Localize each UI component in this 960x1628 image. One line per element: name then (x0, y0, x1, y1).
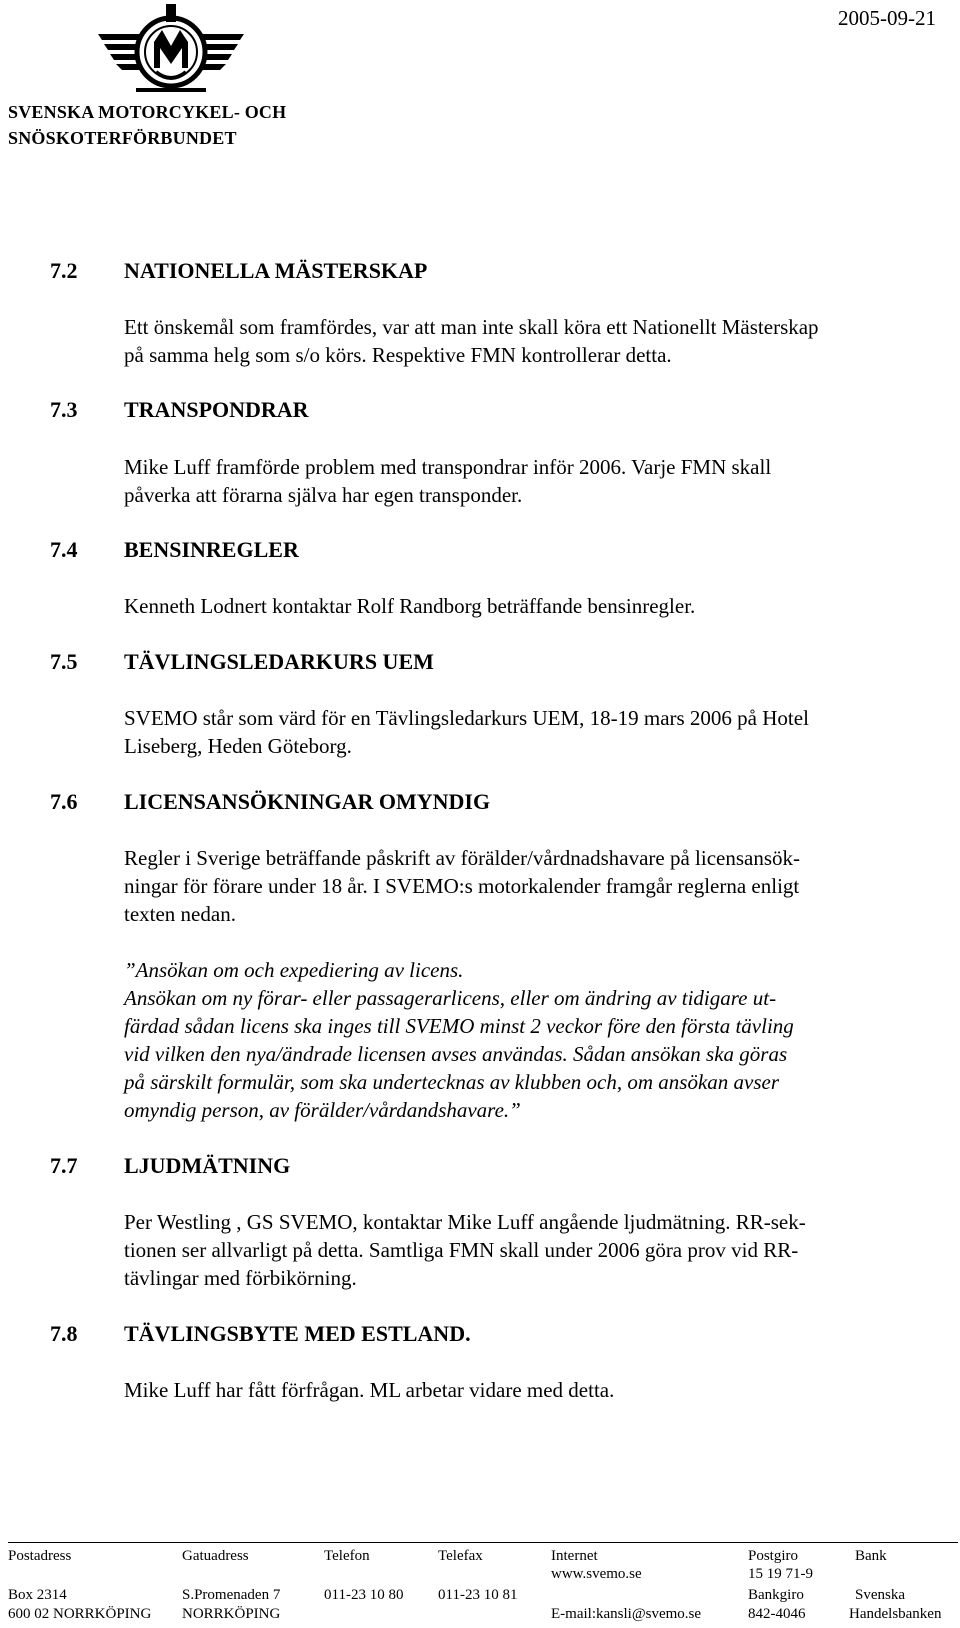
footer-divider (8, 1542, 958, 1543)
svemo-logo (96, 2, 246, 98)
quote-line: ”Ansökan om och expediering av licens. (124, 958, 464, 982)
section-number: 7.2 (50, 258, 78, 283)
footer-box-address: Box 2314 (8, 1587, 67, 1603)
footer-label-gatuadress: Gatuadress (182, 1548, 249, 1564)
section-text-line: tionen ser allvarligt på detta. Samtliga FMN skall under 2006 göra prov vid RR- (124, 1238, 799, 1262)
section-text-line: texten nedan. (124, 902, 236, 926)
footer-bankgiro-number: 842-4046 (748, 1606, 806, 1622)
section-text-line: påverka att förarna själva har egen transponder. (124, 483, 523, 507)
quote-line: omyndig person, av förälder/vårdandshavare.” (124, 1098, 521, 1122)
section-title: BENSINREGLER (124, 537, 299, 562)
section-number: 7.5 (50, 649, 78, 674)
section-title: LICENSANSÖKNINGAR OMYNDIG (124, 789, 491, 814)
footer-bank-name-line-2: Handelsbanken (849, 1606, 942, 1622)
footer-phone: 011-23 10 80 (324, 1587, 404, 1603)
footer-label-postadress: Postadress (8, 1548, 72, 1564)
quote-line: färdad sådan licens ska inges till SVEMO minst 2 veckor före den första tävling (124, 1014, 794, 1038)
document-date: 2005-09-21 (838, 6, 936, 30)
section-number: 7.8 (50, 1321, 78, 1346)
section-number: 7.7 (50, 1153, 78, 1178)
footer-website: www.svemo.se (551, 1566, 642, 1582)
quote-line: vid vilken den nya/ändrade licensen avses användas. Sådan ansökan ska göras (124, 1042, 788, 1066)
section-text-line: Mike Luff framförde problem med transpondrar inför 2006. Varje FMN skall (124, 455, 772, 479)
section-text-line: ningar för förare under 18 år. I SVEMO:s motorkalender framgår reglerna enligt (124, 874, 800, 898)
section-text-line: Ett önskemål som framfördes, var att man inte skall köra ett Nationellt Mästerskap (124, 315, 819, 339)
footer-label-postgiro: Postgiro (748, 1548, 799, 1564)
section-text-line: Regler i Sverige beträffande påskrift av förälder/vårdnadshavare på licensansök- (124, 846, 800, 870)
section-text-line: Per Westling , GS SVEMO, kontaktar Mike Luff angående ljudmätning. RR-sek- (124, 1210, 806, 1234)
section-title: TÄVLINGSBYTE MED ESTLAND. (124, 1321, 471, 1346)
section-text-line: SVEMO står som värd för en Tävlingsledarkurs UEM, 18-19 mars 2006 på Hotel (124, 706, 809, 730)
footer-street-address: S.Promenaden 7 (182, 1587, 281, 1603)
quote-line: Ansökan om ny förar- eller passagerarlicens, eller om ändring av tidigare ut- (124, 986, 777, 1010)
section-text-line: Mike Luff har fått förfrågan. ML arbetar vidare med detta. (124, 1378, 615, 1402)
footer-label-telefon: Telefon (324, 1548, 370, 1564)
footer-street-city: NORRKÖPING (182, 1606, 281, 1622)
section-text-line: på samma helg som s/o körs. Respektive FMN kontrollerar detta. (124, 343, 672, 367)
footer-postal-city: 600 02 NORRKÖPING (8, 1606, 152, 1622)
section-text-line: tävlingar med förbikörning. (124, 1266, 357, 1290)
section-number: 7.3 (50, 397, 78, 422)
footer-email: E-mail:kansli@svemo.se (551, 1606, 702, 1622)
footer-bank-name-line-1: Svenska (855, 1587, 905, 1603)
section-text-line: Liseberg, Heden Göteborg. (124, 734, 352, 758)
organization-name-line-1: SVENSKA MOTORCYKEL- OCH (8, 102, 287, 122)
footer-label-telefax: Telefax (438, 1548, 483, 1564)
section-title: TRANSPONDRAR (124, 397, 309, 422)
organization-name-line-2: SNÖSKOTERFÖRBUNDET (8, 128, 237, 148)
section-title: NATIONELLA MÄSTERSKAP (124, 258, 428, 283)
section-text-line: Kenneth Lodnert kontaktar Rolf Randborg beträffande bensinregler. (124, 594, 696, 618)
section-number: 7.6 (50, 789, 78, 814)
footer-fax: 011-23 10 81 (438, 1587, 518, 1603)
section-title: LJUDMÄTNING (124, 1153, 291, 1178)
quote-line: på särskilt formulär, som ska undertecknas av klubben och, om ansökan avser (124, 1070, 779, 1094)
footer-label-internet: Internet (551, 1548, 598, 1564)
section-title: TÄVLINGSLEDARKURS UEM (124, 649, 434, 674)
footer-label-bank: Bank (855, 1548, 887, 1564)
section-number: 7.4 (50, 537, 78, 562)
footer-postgiro-number: 15 19 71-9 (748, 1566, 813, 1582)
footer-label-bankgiro: Bankgiro (748, 1587, 804, 1603)
